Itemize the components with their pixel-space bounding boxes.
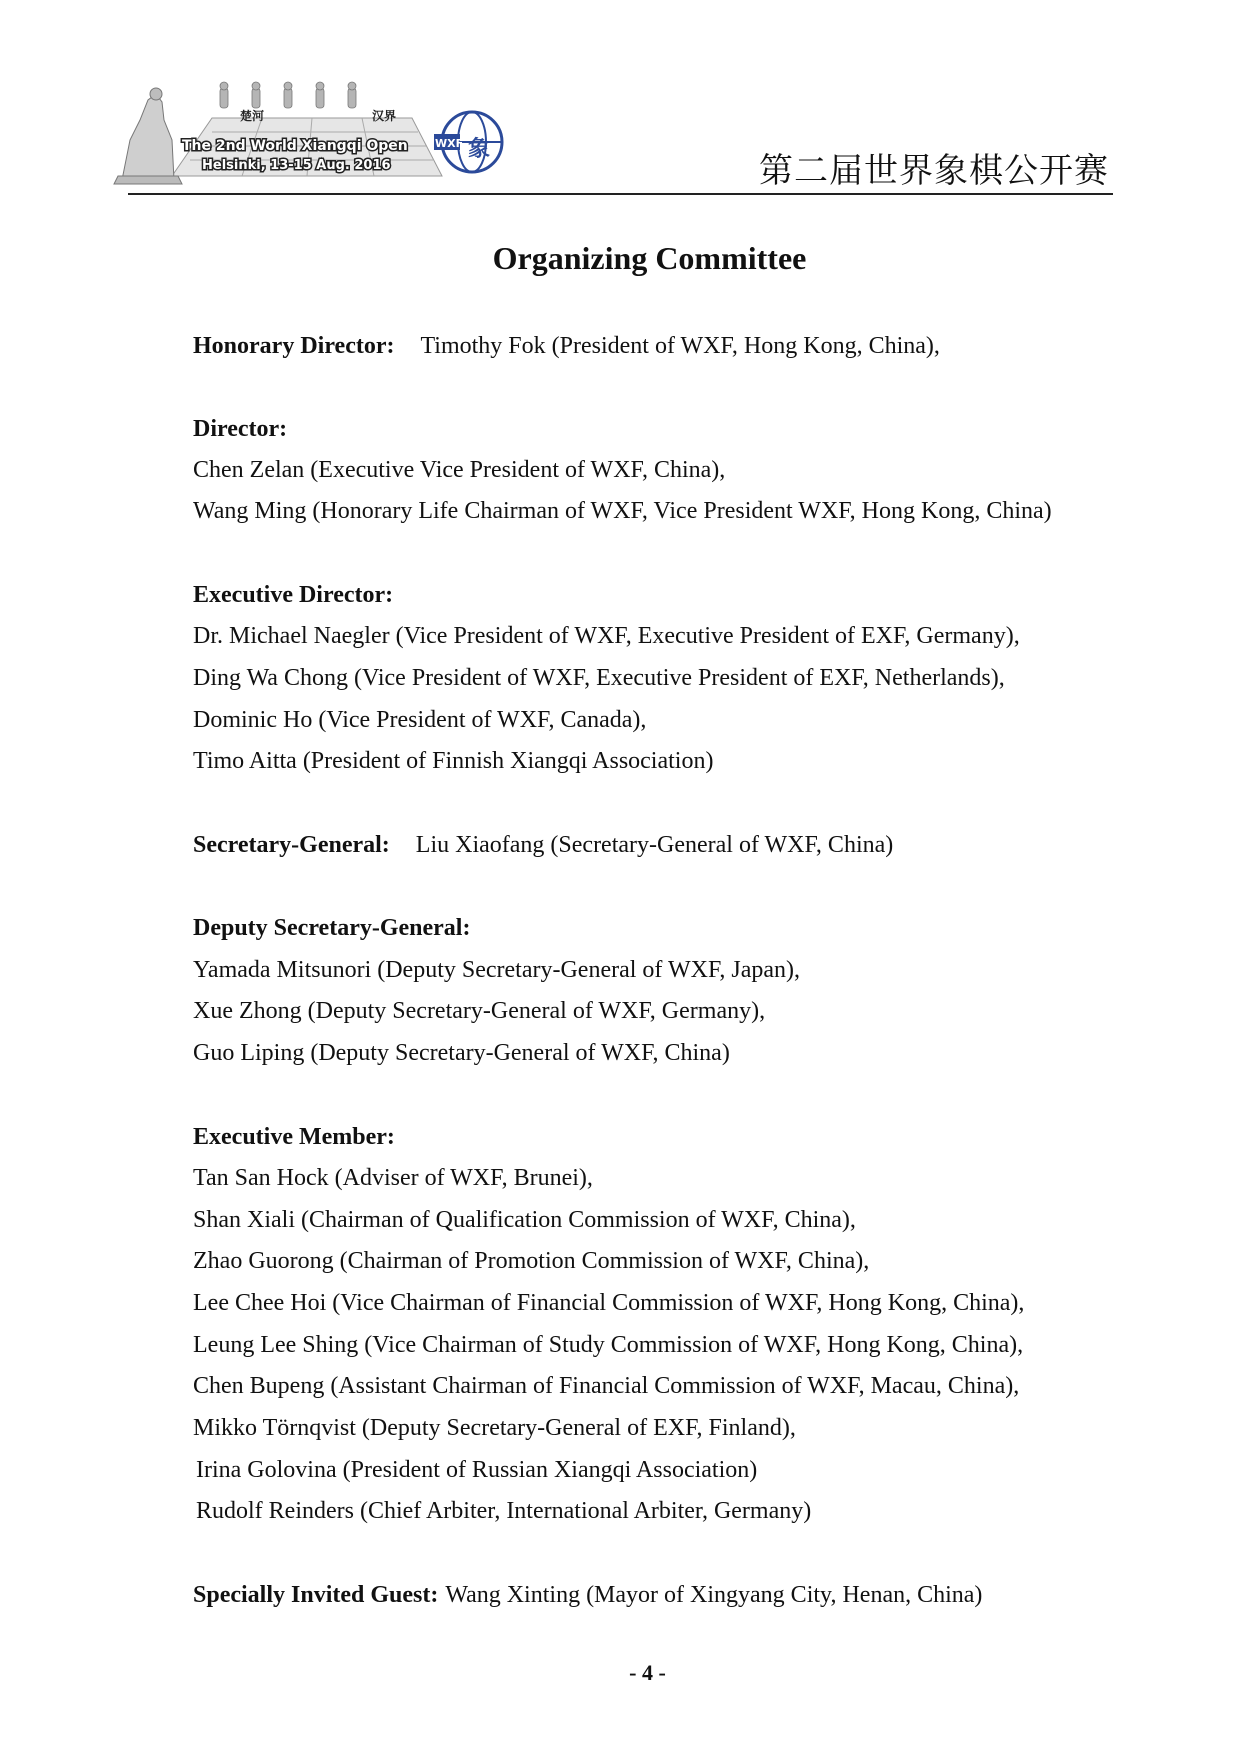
wxf-emblem-icon [434, 112, 502, 172]
piece-figures-icon [220, 82, 356, 108]
executive-member-line: Shan Xiali (Chairman of Qualification Commission of WXF, China), [193, 1207, 856, 1233]
deputy-secretary-general-label: Deputy Secretary-General: [193, 915, 471, 941]
executive-director-label: Executive Director: [193, 582, 394, 608]
logo-river-left: 楚河 [240, 109, 265, 123]
honorary-director-text: Timothy Fok (President of WXF, Hong Kong, China), [420, 333, 940, 359]
secretary-general-label: Secretary-General: [193, 832, 390, 858]
page-title: Organizing Committee [492, 240, 807, 276]
specially-invited-guest-row [193, 1580, 982, 1610]
deputy-secretary-general-line: Guo Liping (Deputy Secretary-General of WXF, China) [193, 1040, 730, 1066]
logo-title-line: The 2nd World Xiangqi Open [182, 138, 408, 154]
director-line: Chen Zelan (Executive Vice President of WXF, China), [193, 457, 726, 483]
warrior-statue-icon [114, 88, 182, 184]
deputy-secretary-general-line: Yamada Mitsunori (Deputy Secretary-General of WXF, Japan), [193, 957, 801, 983]
logo-river-right: 汉界 [372, 109, 397, 123]
specially-invited-guest-label: Specially Invited Guest: [193, 1582, 439, 1608]
executive-member-line: Lee Chee Hoi (Vice Chairman of Financial Commission of WXF, Hong Kong, China), [193, 1290, 1025, 1316]
deputy-secretary-general-line: Xue Zhong (Deputy Secretary-General of WXF, Germany), [193, 998, 766, 1024]
executive-member-line: Rudolf Reinders (Chief Arbiter, International Arbiter, Germany) [196, 1498, 812, 1524]
event-logo [112, 80, 532, 190]
executive-director-line: Dr. Michael Naegler (Vice President of WXF, Executive President of EXF, Germany), [193, 623, 1020, 649]
header-divider [128, 193, 1113, 195]
wxf-emblem-text: WXF [435, 137, 464, 150]
director-label: Director: [193, 416, 288, 442]
director-line: Wang Ming (Honorary Life Chairman of WXF, Vice President WXF, Hong Kong, China) [193, 498, 1052, 524]
honorary-director-row [193, 331, 940, 361]
secretary-general-text: Liu Xiaofang (Secretary-General of WXF, China) [415, 832, 894, 858]
page-number: - 4 - [629, 1660, 666, 1685]
executive-member-line: Leung Lee Shing (Vice Chairman of Study Commission of WXF, Hong Kong, China), [193, 1332, 1024, 1358]
honorary-director-label: Honorary Director: [193, 333, 395, 359]
page-header [0, 0, 1241, 200]
executive-director-line: Timo Aitta (President of Finnish Xiangqi Association) [193, 748, 714, 774]
executive-director-line: Ding Wa Chong (Vice President of WXF, Executive President of EXF, Netherlands), [193, 665, 1005, 691]
executive-director-line: Dominic Ho (Vice President of WXF, Canada), [193, 707, 647, 733]
executive-member-line: Irina Golovina (President of Russian Xiangqi Association) [196, 1457, 758, 1483]
header-title-cn: 第二届世界象棋公开赛 [759, 151, 1109, 191]
executive-member-line: Mikko Törnqvist (Deputy Secretary-General of EXF, Finland), [193, 1415, 796, 1441]
specially-invited-guest-text: Wang Xinting (Mayor of Xingyang City, Henan, China) [445, 1582, 983, 1608]
logo-date-line: Helsinki, 13-15 Aug. 2016 [202, 158, 391, 173]
secretary-general-row [193, 830, 893, 860]
executive-member-line: Zhao Guorong (Chairman of Promotion Commission of WXF, China), [193, 1248, 870, 1274]
executive-member-line: Chen Bupeng (Assistant Chairman of Financial Commission of WXF, Macau, China), [193, 1373, 1020, 1399]
executive-member-label: Executive Member: [193, 1124, 395, 1150]
wxf-emblem-glyph: 象 [468, 137, 491, 162]
executive-member-line: Tan San Hock (Adviser of WXF, Brunei), [193, 1165, 593, 1191]
